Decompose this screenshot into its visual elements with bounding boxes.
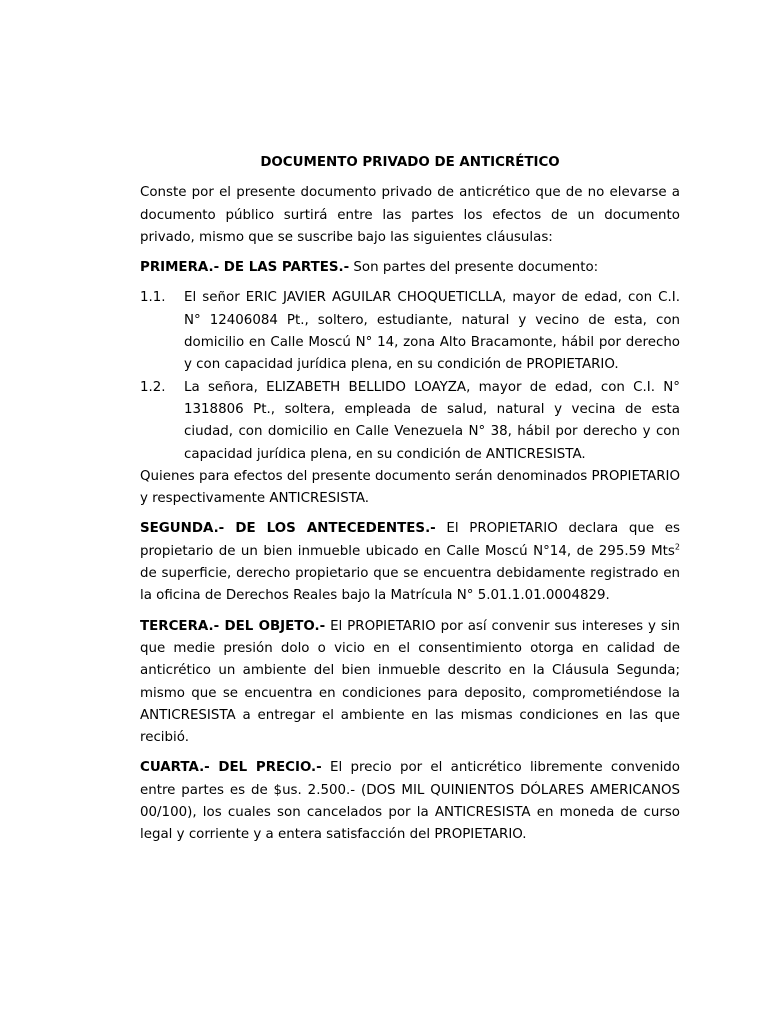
- party-item-1-number: 1.1.: [140, 290, 166, 306]
- clause-primera: [140, 257, 680, 279]
- party-item-2: [140, 377, 680, 466]
- clause-tercera-heading: TERCERA.- DEL OBJETO.-: [140, 618, 326, 634]
- clause-segunda: [140, 518, 680, 607]
- clause-tercera: [140, 616, 680, 750]
- clause-cuarta: [140, 757, 680, 846]
- party-item-1-text: El señor ERIC JAVIER AGUILAR CHOQUETICLLA, mayor de edad, con C.I. N° 12406084 Pt., soltero, estudiante, natural y vecino de esta, con domicilio en Calle Moscú N° 14, zona Alto Bracamonte, hábil por derecho y con capacidad jurídica plena, en su condición de PROPIETARIO.: [184, 290, 680, 373]
- clause-primera-heading: PRIMERA.- DE LAS PARTES.-: [140, 260, 350, 276]
- party-item-2-text: La señora, ELIZABETH BELLIDO LOAYZA, mayor de edad, con C.I. N° 1318806 Pt., soltera, empleada de salud, natural y vecina de esta ciudad, con domicilio en Calle Venezuela N° 38, hábil por derecho y con capacidad jurídica plena, en su condición de ANTICRESISTA.: [184, 379, 680, 462]
- party-item-2-number: 1.2.: [140, 379, 166, 395]
- clause-primera-text: Son partes del presente documento:: [349, 260, 599, 276]
- intro-paragraph: Conste por el presente documento privado de anticrético que de no elevarse a documento público surtirá entre las partes los efectos de un documento privado, mismo que se suscribe bajo las siguientes cláusulas:: [140, 185, 680, 245]
- superscript-two: 2: [674, 542, 680, 552]
- clause-segunda-text-rest: de superficie, derecho propietario que se encuentra debidamente registrado en la oficina de Derechos Reales bajo la Matrícula N° 5.01.1.01.0004829.: [140, 566, 680, 604]
- clause-segunda-heading: SEGUNDA.- DE LOS ANTECEDENTES.-: [140, 521, 436, 537]
- document-title: DOCUMENTO PRIVADO DE ANTICRÉTICO: [260, 155, 560, 170]
- clause-segunda-text: El PROPIETARIO declara que es propietario de un bien inmueble ubicado en Calle Moscú N°14, de 295.59 Mts: [140, 521, 680, 559]
- clause-cuarta-heading: CUARTA.- DEL PRECIO.-: [140, 760, 322, 776]
- primera-closing: Quienes para efectos del presente documento serán denominados PROPIETARIO y respectivamente ANTICRESISTA.: [140, 468, 680, 507]
- party-item-1: [140, 287, 680, 376]
- clause-tercera-text: El PROPIETARIO por así convenir sus intereses y sin que medie presión dolo o vicio en el consentimiento otorga en calidad de anticrético un ambiente del bien inmueble descrito en la Cláusula Segunda; mismo que se encuentra en condiciones para deposito, comprometiéndose la ANTICRESISTA a entregar el ambiente en las mismas condiciones en las que recibió.: [140, 618, 681, 746]
- clause-cuarta-text: El precio por el anticrético libremente convenido entre partes es de $us. 2.500.- (DOS MIL QUINIENTOS DÓLARES AMERICANOS 00/100), los cuales son cancelados por la ANTICRESISTA en moneda de curso legal y corriente y a entera satisfacción del PROPIETARIO.: [140, 760, 680, 843]
